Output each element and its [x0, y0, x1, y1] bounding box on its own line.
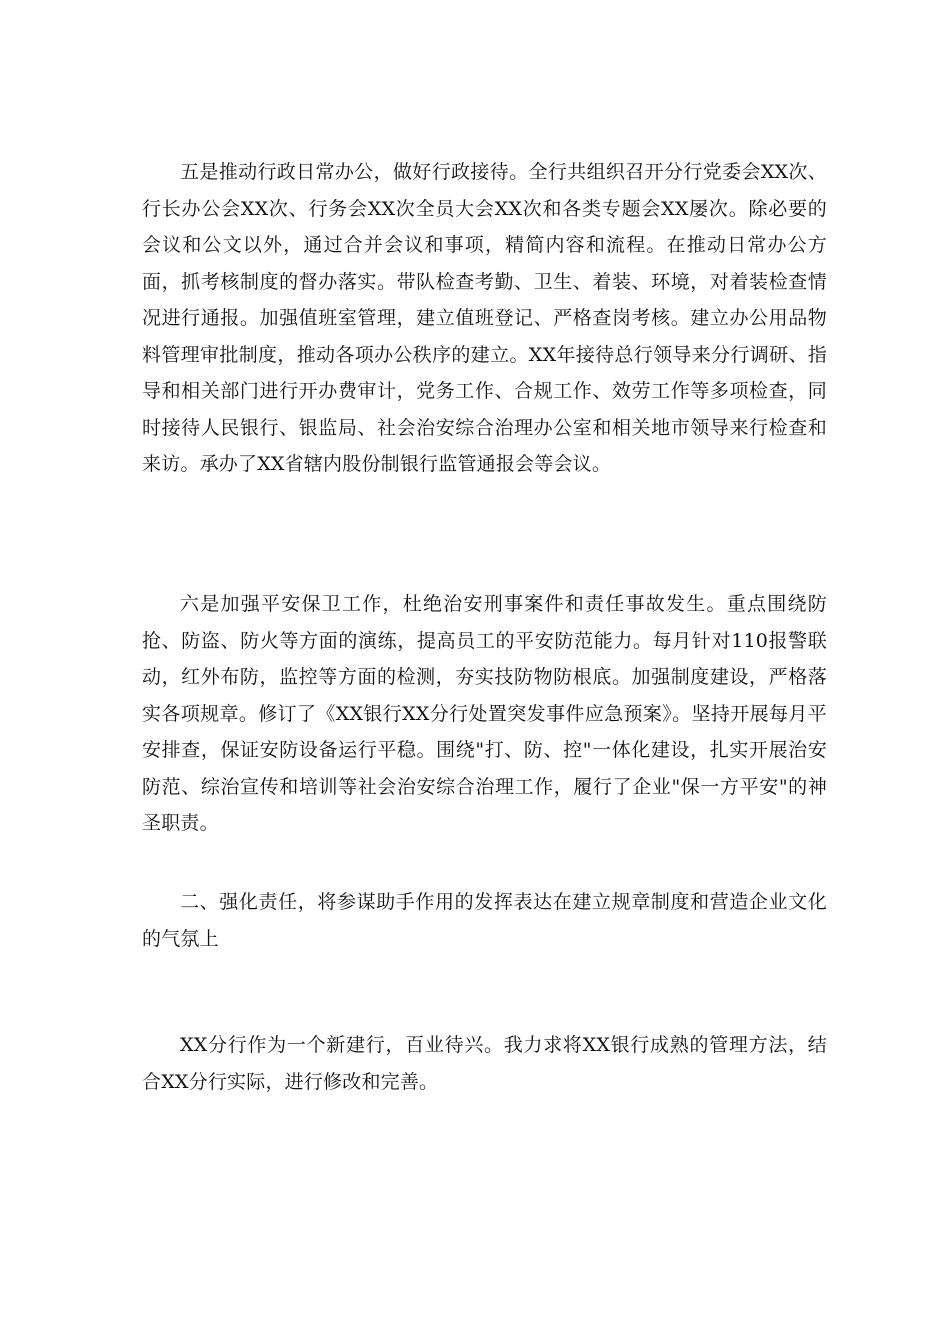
paragraph-security-work: 六是加强平安保卫工作，杜绝治安刑事案件和责任事故发生。重点围绕防抢、防盗、防火等方面的演练，提高员工的平安防范能力。每月针对110报警联动，红外布防，监控等方面的检测，夯实技防物防根底。加强制度建设，严格落实各项规章。修订了《XX银行XX分行处置突发事件应急预案》。坚持开展每月平安排查，保证安防设备运行平稳。围绕"打、防、控"一体化建设，扎实开展治安防范、综治宣传和培训等社会治安综合治理工作，履行了企业"保一方平安"的神圣职责。 — [142, 593, 827, 834]
section-heading-responsibility: 二、强化责任，将参谋助手作用的发挥表达在建立规章制度和营造企业文化的气氛上 — [142, 891, 827, 950]
paragraph-administrative-office: 五是推动行政日常办公，做好行政接待。全行共组织召开分行党委会XX次、行长办公会XX次、行务会XX次全员大会XX次和各类专题会XX屡次。除必要的会议和公文以外，通过合并会议和事项，精简内容和流程。在推动日常办公方面，抓考核制度的督办落实。带队检查考勤、卫生、着装、环境，对着装检查情况进行通报。加强值班室管理，建立值班登记、严格查岗考核。建立办公用品物料管理审批制度，推动各项办公秩序的建立。XX年接待总行领导来分行调研、指导和相关部门进行开办费审计，党务工作、合规工作、效劳工作等多项检查，同时接待人民银行、银监局、社会治安综合治理办公室和相关地市领导来行检查和来访。承办了XX省辖内股份制银行监管通报会等会议。 — [142, 161, 827, 475]
paragraph-branch-management: XX分行作为一个新建行，百业待兴。我力求将XX银行成熟的管理方法，结合XX分行实际，进行修改和完善。 — [142, 1034, 827, 1093]
